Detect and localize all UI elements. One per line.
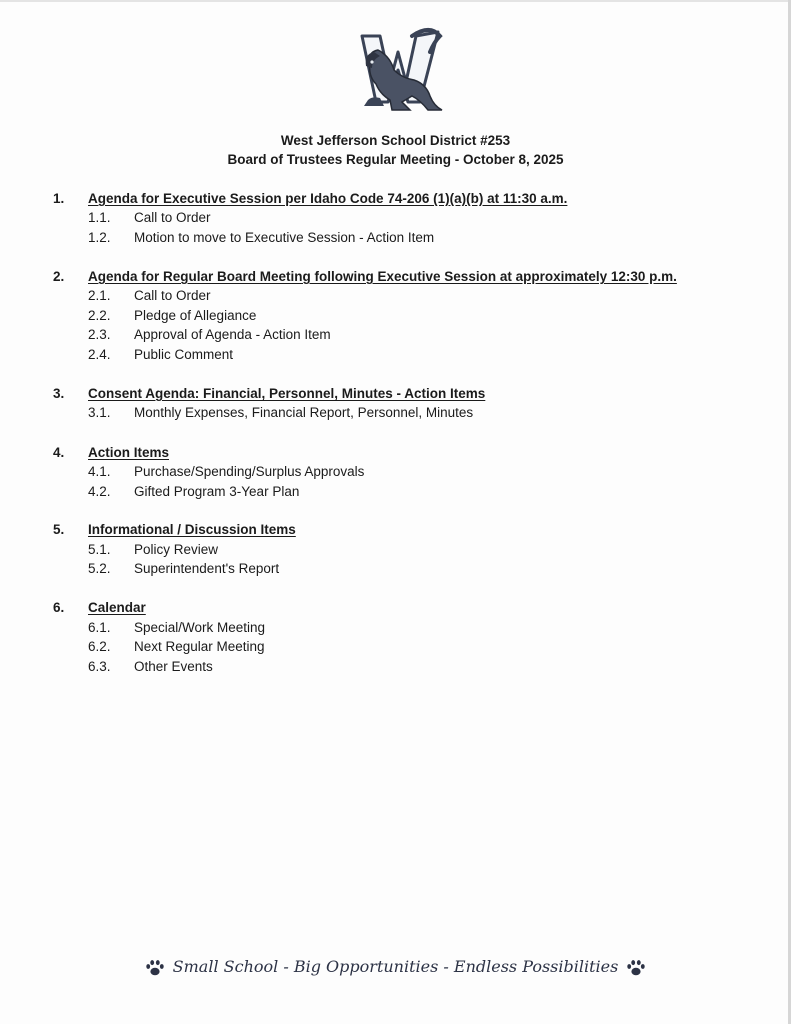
section-number: 1. [53,191,65,206]
agenda-item: Pledge of Allegiance [134,308,257,323]
agenda-item: Public Comment [134,347,234,362]
section-title: Informational / Discussion Items [88,522,296,537]
agenda-item: Monthly Expenses, Financial Report, Personnel, Minutes [134,405,474,420]
section-title: Agenda for Regular Board Meeting following Executive Session at approximately 12:30 p.m. [88,269,677,284]
section-title: Action Items [88,445,170,460]
paw-print-icon [626,959,646,977]
scan-edge-top [0,0,791,2]
item-number: 6.1. [88,620,111,635]
section-title: Calendar [88,600,146,615]
agenda-item: Next Regular Meeting [134,639,265,654]
agenda-item: Approval of Agenda - Action Item [134,327,331,342]
item-number: 4.1. [88,464,111,479]
item-number: 2.1. [88,288,111,303]
footer-motto [0,957,791,977]
agenda-item: Other Events [134,659,213,674]
district-name: West Jefferson School District #253 [280,133,511,148]
section-number: 4. [53,445,65,460]
section-title: Consent Agenda: Financial, Personnel, Minutes - Action Items [88,386,486,401]
section-number: 5. [53,522,65,537]
meeting-title: Board of Trustees Regular Meeting - October 8, 2025 [227,152,564,167]
agenda-item: Gifted Program 3-Year Plan [134,484,300,499]
agenda-item: Superintendent's Report [134,561,280,576]
item-number: 3.1. [88,405,111,420]
item-number: 6.3. [88,659,111,674]
district-logo [350,22,446,114]
item-number: 2.2. [88,308,111,323]
agenda-item: Purchase/Spending/Surplus Approvals [134,464,365,479]
item-number: 5.1. [88,542,111,557]
motto-text: Small School - Big Opportunities - Endless Possibilities [172,957,619,976]
section-number: 6. [53,600,65,615]
item-number: 4.2. [88,484,111,499]
item-number: 1.2. [88,230,111,245]
item-number: 6.2. [88,639,111,654]
agenda-item: Special/Work Meeting [134,620,266,635]
agenda-item: Call to Order [134,288,211,303]
agenda-item: Motion to move to Executive Session - Action Item [134,230,435,245]
item-number: 2.3. [88,327,111,342]
paw-print-icon [145,959,165,977]
agenda-item: Policy Review [134,542,219,557]
agenda-item: Call to Order [134,210,211,225]
section-title: Agenda for Executive Session per Idaho Code 74-206 (1)(a)(b) at 11:30 a.m. [88,191,568,206]
item-number: 5.2. [88,561,111,576]
item-number: 1.1. [88,210,111,225]
section-number: 3. [53,386,65,401]
section-number: 2. [53,269,65,284]
item-number: 2.4. [88,347,111,362]
